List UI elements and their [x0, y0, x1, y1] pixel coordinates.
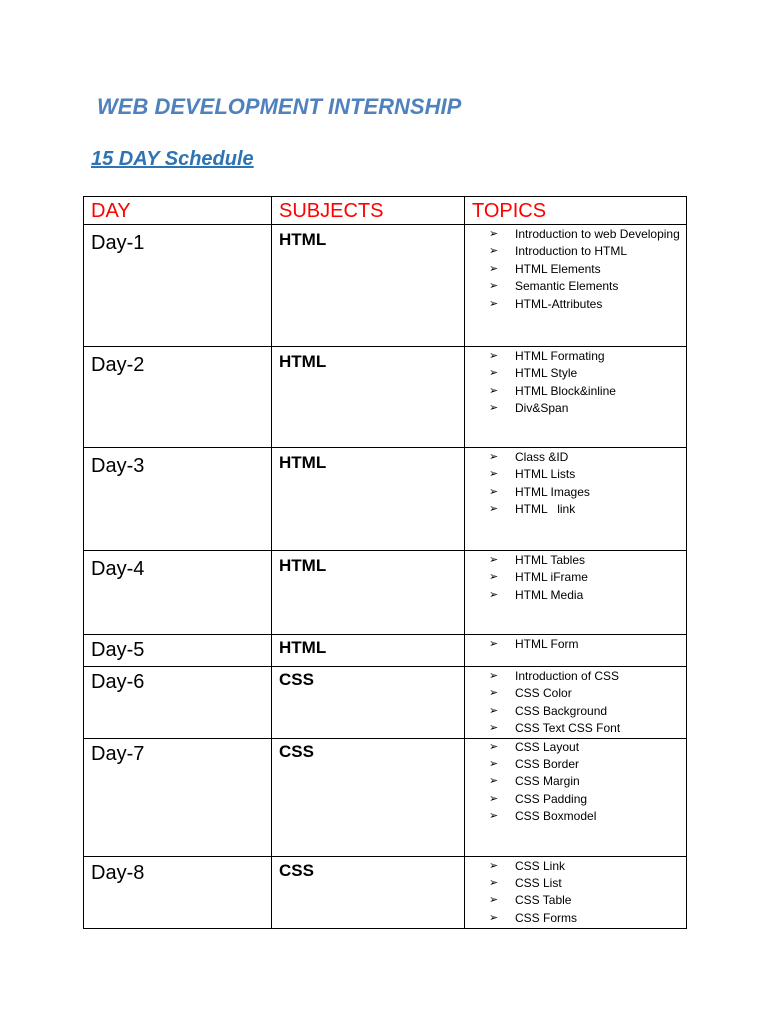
topic-text: Semantic Elements	[515, 279, 619, 294]
topic-item	[489, 587, 686, 604]
arrowhead-bullet-icon: ➢	[489, 350, 499, 362]
arrowhead-bullet-icon: ➢	[489, 297, 499, 310]
topic-item	[489, 739, 686, 756]
subject-cell: HTML	[272, 347, 465, 448]
arrowhead-bullet-icon: ➢	[489, 792, 499, 805]
topics-list	[489, 739, 686, 826]
topic-item	[489, 720, 686, 737]
header-topics: TOPICS	[465, 197, 687, 225]
table-row	[84, 551, 687, 635]
arrowhead-bullet-icon: ➢	[489, 485, 499, 498]
topics-list	[489, 449, 686, 519]
day-cell: Day-2	[84, 347, 272, 448]
topic-item	[489, 773, 686, 790]
arrowhead-bullet-icon: ➢	[489, 894, 499, 907]
topics-list	[489, 668, 686, 738]
header-subjects: SUBJECTS	[272, 197, 465, 225]
arrowhead-bullet-icon: ➢	[489, 384, 499, 397]
topics-cell	[465, 635, 687, 667]
arrowhead-bullet-icon: ➢	[489, 554, 499, 566]
arrowhead-bullet-icon: ➢	[489, 588, 499, 601]
topic-text: Class &ID	[515, 450, 569, 464]
arrowhead-bullet-icon: ➢	[489, 571, 499, 584]
topic-item	[489, 296, 686, 313]
topic-item	[489, 400, 686, 417]
topics-list	[489, 858, 686, 928]
table-row	[84, 225, 687, 347]
topic-text: CSS Border	[515, 757, 580, 772]
topic-item	[489, 501, 686, 518]
topics-cell	[465, 667, 687, 739]
schedule-subtitle: 15 DAY Schedule	[91, 148, 254, 170]
arrowhead-bullet-icon: ➢	[489, 911, 499, 924]
arrowhead-bullet-icon: ➢	[489, 687, 499, 700]
table-row	[84, 856, 687, 928]
topic-text: CSS Forms	[515, 910, 578, 925]
subject-cell: CSS	[272, 667, 465, 739]
table-row	[84, 448, 687, 551]
day-cell: Day-6	[84, 667, 272, 739]
topic-item	[489, 261, 686, 278]
table-header-row	[84, 197, 687, 225]
arrowhead-bullet-icon: ➢	[489, 262, 499, 275]
topic-item	[489, 910, 686, 927]
topic-item	[489, 636, 686, 653]
day-cell: Day-8	[84, 856, 272, 928]
topic-item	[489, 808, 686, 825]
table-row	[84, 667, 687, 739]
topic-text: CSS Color	[515, 686, 572, 701]
topic-text: HTML Block&inline	[515, 383, 616, 398]
topic-item	[489, 484, 686, 501]
topic-item	[489, 703, 686, 720]
arrowhead-bullet-icon: ➢	[489, 503, 499, 516]
schedule-table	[83, 196, 687, 929]
subject-cell: HTML	[272, 225, 465, 347]
topics-cell	[465, 856, 687, 928]
topic-text: HTML iFrame	[515, 570, 588, 585]
topic-item	[489, 791, 686, 808]
subject-cell: HTML	[272, 551, 465, 635]
day-cell: Day-4	[84, 551, 272, 635]
arrowhead-bullet-icon: ➢	[489, 468, 499, 481]
arrowhead-bullet-icon: ➢	[489, 245, 499, 258]
topic-item	[489, 858, 686, 875]
topic-text: CSS Text CSS Font	[515, 721, 621, 736]
topic-text: CSS Link	[515, 858, 566, 873]
day-cell: Day-5	[84, 635, 272, 667]
topic-item	[489, 226, 686, 243]
arrowhead-bullet-icon: ➢	[489, 758, 499, 771]
topics-cell	[465, 347, 687, 448]
arrowhead-bullet-icon: ➢	[489, 859, 499, 872]
subject-cell: CSS	[272, 738, 465, 856]
arrowhead-bullet-icon: ➢	[489, 367, 499, 380]
topic-item	[489, 668, 686, 685]
topic-text: HTML Formating	[515, 349, 605, 363]
document-title: WEB DEVELOPMENT INTERNSHIP	[97, 94, 462, 119]
arrowhead-bullet-icon: ➢	[489, 810, 499, 823]
topic-text: CSS Margin	[515, 774, 580, 789]
topics-cell	[465, 448, 687, 551]
topic-item	[489, 685, 686, 702]
topic-text: Div&Span	[515, 401, 569, 416]
topic-item	[489, 892, 686, 909]
topic-text: HTML Images	[515, 484, 590, 499]
topic-text: Introduction of CSS	[515, 669, 620, 683]
topic-text: Introduction to web Developing	[515, 227, 680, 241]
day-cell: Day-1	[84, 225, 272, 347]
topic-text: CSS Layout	[515, 739, 580, 754]
topic-text: HTML Form	[515, 637, 579, 651]
day-cell: Day-7	[84, 738, 272, 856]
arrowhead-bullet-icon: ➢	[489, 670, 499, 682]
header-day: DAY	[84, 197, 272, 225]
topics-list	[489, 552, 686, 604]
subject-cell: HTML	[272, 635, 465, 667]
arrowhead-bullet-icon: ➢	[489, 280, 499, 293]
topic-text: HTML Style	[515, 366, 578, 381]
topic-text: CSS Boxmodel	[515, 809, 597, 824]
table-row	[84, 635, 687, 667]
arrowhead-bullet-icon: ➢	[489, 877, 499, 890]
topic-text: HTML-Attributes	[515, 296, 603, 311]
topic-text: HTML Media	[515, 587, 584, 602]
day-cell: Day-3	[84, 448, 272, 551]
topic-item	[489, 383, 686, 400]
topic-item	[489, 552, 686, 569]
arrowhead-bullet-icon: ➢	[489, 402, 499, 415]
subject-cell: HTML	[272, 448, 465, 551]
subject-cell: CSS	[272, 856, 465, 928]
topics-cell	[465, 738, 687, 856]
topic-text: Introduction to HTML	[515, 244, 628, 259]
topic-item	[489, 875, 686, 892]
arrowhead-bullet-icon: ➢	[489, 228, 499, 240]
topic-text: HTML Lists	[515, 467, 576, 482]
table-row	[84, 347, 687, 448]
arrowhead-bullet-icon: ➢	[489, 740, 499, 753]
arrowhead-bullet-icon: ➢	[489, 704, 499, 717]
topic-item	[489, 449, 686, 466]
arrowhead-bullet-icon: ➢	[489, 638, 499, 650]
topics-list	[489, 348, 686, 418]
topic-text: HTML link	[515, 502, 576, 517]
topic-item	[489, 466, 686, 483]
topic-text: CSS Background	[515, 703, 608, 718]
arrowhead-bullet-icon: ➢	[489, 775, 499, 788]
topic-item	[489, 348, 686, 365]
topic-item	[489, 569, 686, 586]
topic-text: HTML Elements	[515, 261, 601, 276]
topic-text: HTML Tables	[515, 553, 586, 567]
topic-item	[489, 365, 686, 382]
arrowhead-bullet-icon: ➢	[489, 722, 499, 735]
topics-list	[489, 226, 686, 313]
topics-list	[489, 636, 686, 653]
topics-cell	[465, 225, 687, 347]
topics-cell	[465, 551, 687, 635]
topic-item	[489, 278, 686, 295]
topic-text: CSS List	[515, 876, 562, 891]
topic-text: CSS Table	[515, 893, 572, 908]
topic-item	[489, 243, 686, 260]
topic-item	[489, 756, 686, 773]
topic-text: CSS Padding	[515, 791, 588, 806]
table-row	[84, 738, 687, 856]
arrowhead-bullet-icon: ➢	[489, 451, 499, 463]
